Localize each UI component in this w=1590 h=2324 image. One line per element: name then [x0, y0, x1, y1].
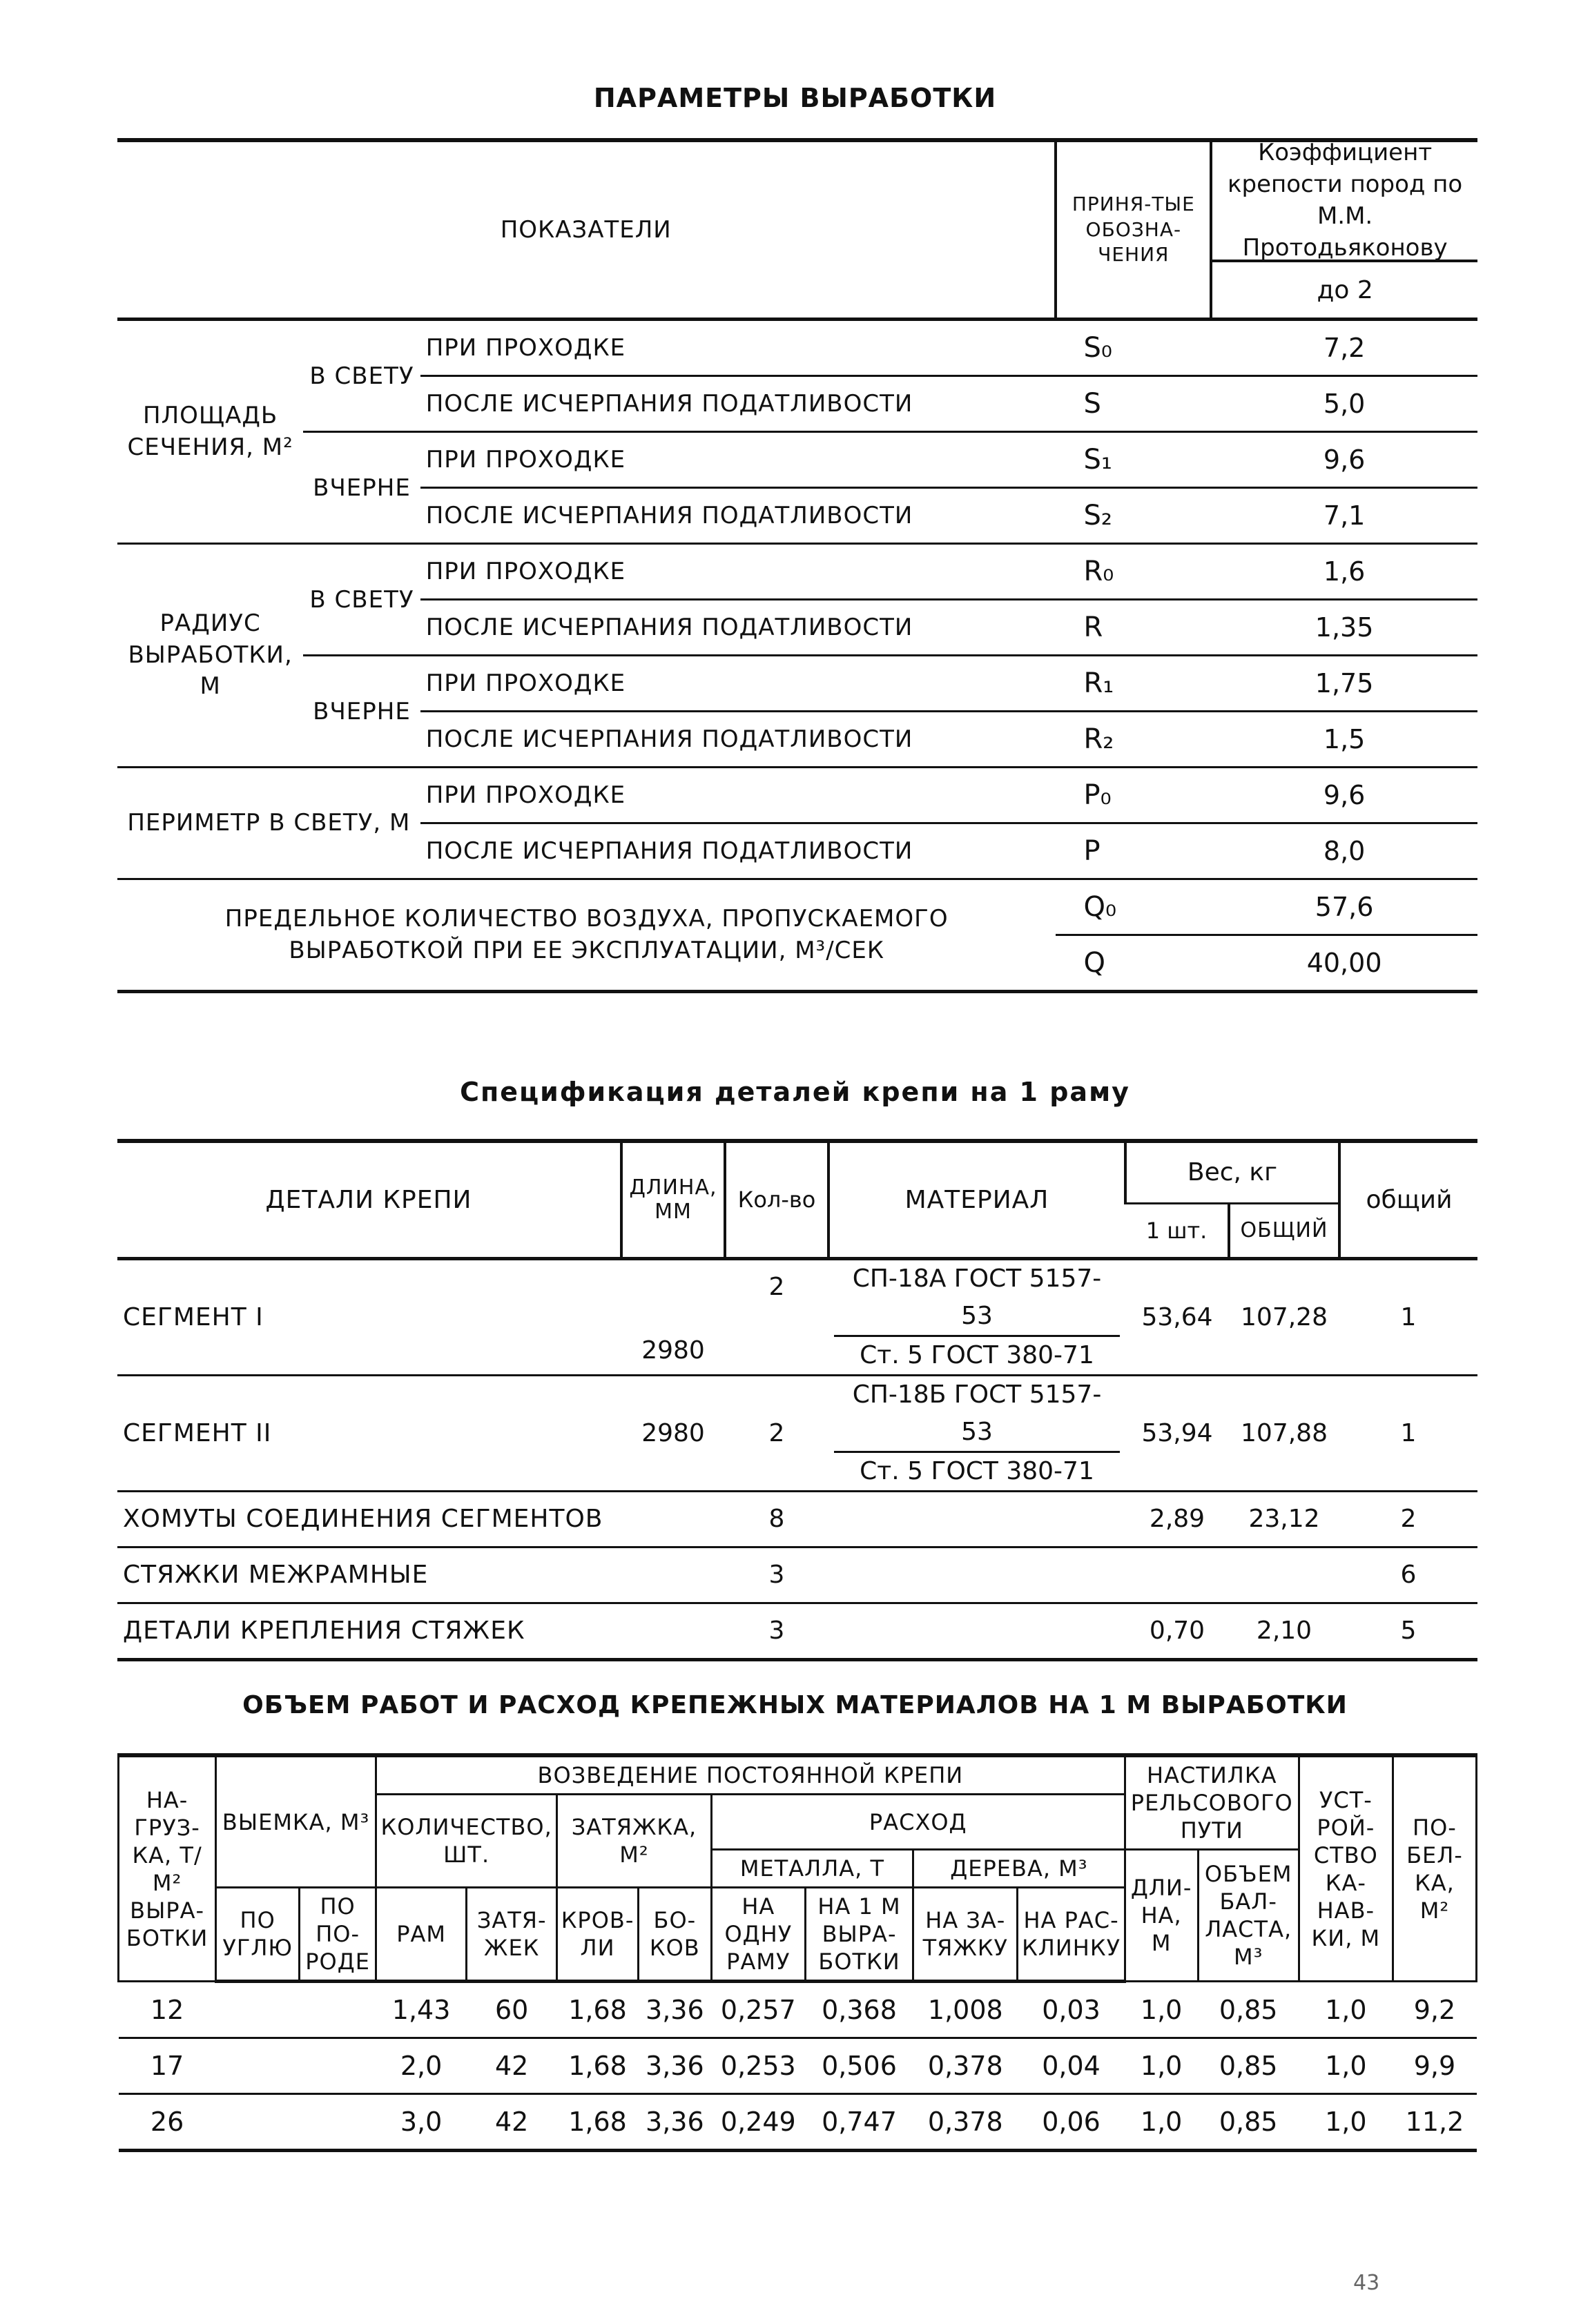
table-row: [117, 1603, 1477, 1659]
cell: 0,03: [1018, 1982, 1125, 2038]
cell: 1,008: [913, 1982, 1018, 2038]
h-koef: Коэффициент крепости пород по М.М. Протодьяконову: [1212, 142, 1477, 262]
w1: 0,70: [1125, 1603, 1229, 1659]
cell: 0,85: [1198, 2094, 1299, 2151]
cell: 0,378: [913, 2094, 1018, 2151]
h-vozv: ВОЗВЕДЕНИЕ ПОСТОЯННОЙ КРЕПИ: [376, 1755, 1125, 1795]
v-svetu-2: В СВЕТУ: [303, 544, 420, 656]
table-row: [117, 1375, 1477, 1491]
cell: 9,2: [1393, 1982, 1476, 2038]
h-1sht: 1 шт.: [1125, 1203, 1229, 1258]
sym: S₂: [1056, 488, 1211, 544]
page-number: 43: [1353, 2271, 1380, 2295]
cell: 0,85: [1198, 2038, 1299, 2094]
group-air: ПРЕДЕЛЬНОЕ КОЛИЧЕСТВО ВОЗДУХА, ПРОПУСКАЕМОГО ВЫРАБОТКОЙ ПРИ ЕЕ ЭКСПЛУАТАЦИИ, М³/СЕК: [117, 879, 1056, 992]
h-zatyazhka: ЗАТЯЖКА, М²: [557, 1795, 712, 1888]
cell: 0,85: [1198, 1982, 1299, 2038]
mat-bottom: Ст. 5 ГОСТ 380-71: [860, 1340, 1094, 1369]
mat-top: СП-18Б ГОСТ 5157-53: [834, 1376, 1120, 1453]
cell: 1,0: [1299, 1982, 1393, 2038]
cell: 0,368: [805, 1982, 913, 2038]
cell: 60: [467, 1982, 557, 2038]
t2-title: Спецификация деталей крепи на 1 раму: [460, 1077, 1130, 1107]
row-label: ПОСЛЕ ИСЧЕРПАНИЯ ПОДАТЛИВОСТИ: [420, 823, 1056, 879]
table-row: [119, 2094, 1477, 2151]
cell: 1,68: [557, 1982, 639, 2038]
cell: 0,253: [711, 2038, 805, 2094]
cell: 1,0: [1125, 2038, 1198, 2094]
detail-len: 2980: [621, 1375, 725, 1491]
row-label: ПОСЛЕ ИСЧЕРПАНИЯ ПОДАТЛИВОСТИ: [420, 712, 1056, 768]
cell: 0,506: [805, 2038, 913, 2094]
h-do2: до 2: [1317, 275, 1373, 304]
val: 1,6: [1211, 544, 1477, 600]
cell: 42: [467, 2094, 557, 2151]
h-ballast: ОБЪЕМ БАЛ-ЛАСТА, М³: [1198, 1850, 1299, 1982]
row-label: ПРИ ПРОХОДКЕ: [420, 432, 1056, 488]
row-label: ПОСЛЕ ИСЧЕРПАНИЯ ПОДАТЛИВОСТИ: [420, 600, 1056, 656]
table-row: [117, 1547, 1477, 1603]
cell: 1,0: [1125, 2094, 1198, 2151]
val: 40,00: [1211, 935, 1477, 992]
cell: 0,747: [805, 2094, 913, 2151]
wt: 23,12: [1229, 1491, 1339, 1547]
mat-bottom: Ст. 5 ГОСТ 380-71: [860, 1456, 1094, 1485]
cell: 26: [119, 2094, 216, 2151]
h-zatyazhek: ЗАТЯ-ЖЕК: [467, 1888, 557, 1982]
h-dlina: ДЛИНА, ММ: [621, 1141, 725, 1258]
val: 57,6: [1211, 879, 1477, 935]
detail-qty: 3: [725, 1603, 828, 1659]
val: 1,75: [1211, 656, 1477, 712]
detail-qty: 2: [725, 1375, 828, 1491]
works-table: [117, 1753, 1477, 2152]
w1: 53,64: [1141, 1302, 1213, 1331]
wt: 107,28: [1241, 1302, 1328, 1331]
cell: 1,0: [1299, 2038, 1393, 2094]
cell: 0,06: [1018, 2094, 1125, 2151]
table-row: [119, 1982, 1477, 2038]
h-kolvo: КОЛИЧЕСТВО, ШТ.: [376, 1795, 557, 1888]
cell: 1,68: [557, 2038, 639, 2094]
parameters-table: [117, 138, 1477, 993]
cell: 9,9: [1393, 2038, 1476, 2094]
detail-name: СЕГМЕНТ I: [123, 1302, 264, 1331]
sym: R: [1056, 600, 1211, 656]
cell: 1,0: [1299, 2094, 1393, 2151]
vcherne-1: ВЧЕРНЕ: [303, 432, 420, 544]
group-perimeter: ПЕРИМЕТР В СВЕТУ, М: [117, 768, 420, 879]
cell: 12: [119, 1982, 216, 2038]
cell: [300, 2094, 376, 2151]
table-row: [119, 2038, 1477, 2094]
h-ram: РАМ: [376, 1888, 467, 1982]
t1-title: ПАРАМЕТРЫ ВЫРАБОТКИ: [593, 83, 997, 113]
sym: P₀: [1056, 768, 1211, 823]
cell: 1,0: [1125, 1982, 1198, 2038]
cell: 3,36: [638, 1982, 711, 2038]
cell: 17: [119, 2038, 216, 2094]
h-dereva: ДЕРЕВА, М³: [913, 1850, 1125, 1888]
h-nastilka: НАСТИЛКА РЕЛЬСОВОГО ПУТИ: [1125, 1755, 1299, 1850]
sym: R₀: [1056, 544, 1211, 600]
detail-qty: 3: [725, 1547, 828, 1603]
row-label: ПОСЛЕ ИСЧЕРПАНИЯ ПОДАТЛИВОСТИ: [420, 376, 1056, 432]
h-krovli: КРОВ-ЛИ: [557, 1888, 639, 1982]
cell: 0,378: [913, 2038, 1018, 2094]
row-label: ПОСЛЕ ИСЧЕРПАНИЯ ПОДАТЛИВОСТИ: [420, 488, 1056, 544]
h-pobelka: ПО-БЕЛ-КА, М²: [1393, 1755, 1476, 1982]
val: 5,0: [1211, 376, 1477, 432]
w1: 53,94: [1125, 1375, 1229, 1491]
cell: 3,0: [376, 2094, 467, 2151]
cell: 0,249: [711, 2094, 805, 2151]
h-load: НА-ГРУЗ-КА, Т/М² ВЫРА-БОТКИ: [119, 1755, 216, 1982]
group-area: ПЛОЩАДЬ СЕЧЕНИЯ, М²: [127, 401, 293, 461]
detail-name: ДЕТАЛИ КРЕПЛЕНИЯ СТЯЖЕК: [117, 1603, 725, 1659]
cell: [300, 2038, 376, 2094]
cell: [216, 2094, 300, 2151]
h-kolvo: Кол-во: [725, 1141, 828, 1258]
cell: [300, 1982, 376, 2038]
fig: 2: [1339, 1491, 1477, 1547]
spec-table: [117, 1139, 1477, 1661]
h-rashod: РАСХОД: [711, 1795, 1125, 1850]
h-na-ras: НА РАС-КЛИНКУ: [1018, 1888, 1125, 1982]
group-radius: РАДИУС ВЫРАБОТКИ, М: [117, 544, 303, 768]
cell: 1,43: [376, 1982, 467, 2038]
h-obshiy: ОБЩИЙ: [1229, 1203, 1339, 1258]
h-na-ramu: НА ОДНУ РАМУ: [711, 1888, 805, 1982]
detail-qty: 2: [768, 1272, 785, 1301]
v-svetu-1: В СВЕТУ: [309, 362, 414, 390]
val: 8,0: [1211, 823, 1477, 879]
row-label: ПРИ ПРОХОДКЕ: [420, 656, 1056, 712]
detail-name: ХОМУТЫ СОЕДИНЕНИЯ СЕГМЕНТОВ: [117, 1491, 725, 1547]
h-na-zat: НА ЗА-ТЯЖКУ: [913, 1888, 1018, 1982]
h-ves: Вес, кг: [1125, 1141, 1339, 1203]
h-kanavki: УСТ-РОЙ-СТВО КА-НАВ-КИ, М: [1299, 1755, 1393, 1982]
h-oboznach: ПРИНЯ-ТЫЕ ОБОЗНА-ЧЕНИЯ: [1056, 140, 1211, 320]
h-po-porode: ПО ПО-РОДЕ: [300, 1888, 376, 1982]
detail-name: СТЯЖКИ МЕЖРАМНЫЕ: [117, 1547, 725, 1603]
row-label: ПРИ ПРОХОДКЕ: [420, 544, 1056, 600]
row-label: ПРИ ПРОХОДКЕ: [420, 768, 1056, 823]
table-row: [117, 1258, 1477, 1375]
cell: 1,68: [557, 2094, 639, 2151]
fig: 6: [1339, 1547, 1477, 1603]
fig: 5: [1339, 1603, 1477, 1659]
detail-len: 2980: [641, 1336, 705, 1365]
h-vyemka: ВЫЕМКА, М³: [216, 1755, 376, 1888]
h-material: МАТЕРИАЛ: [828, 1141, 1125, 1258]
fig: 1: [1339, 1375, 1477, 1491]
h-pokazateli: ПОКАЗАТЕЛИ: [117, 140, 1056, 320]
sym: R₂: [1056, 712, 1211, 768]
row-label: ПРИ ПРОХОДКЕ: [425, 334, 626, 362]
detail-name: СЕГМЕНТ II: [117, 1375, 621, 1491]
vcherne-2: ВЧЕРНЕ: [303, 656, 420, 768]
h-na-1m: НА 1 М ВЫРА-БОТКИ: [805, 1888, 913, 1982]
h-ris: общий: [1339, 1141, 1477, 1258]
cell: 3,36: [638, 2038, 711, 2094]
fig: 1: [1400, 1302, 1417, 1331]
cell: 42: [467, 2038, 557, 2094]
cell: [216, 1982, 300, 2038]
w1: 2,89: [1125, 1491, 1229, 1547]
val: 7,2: [1323, 333, 1366, 363]
cell: [216, 2038, 300, 2094]
table-row: [117, 1491, 1477, 1547]
cell: 2,0: [376, 2038, 467, 2094]
wt: 107,88: [1229, 1375, 1339, 1491]
h-detali: ДЕТАЛИ КРЕПИ: [117, 1141, 621, 1258]
sym: S₁: [1056, 432, 1211, 488]
val: 9,6: [1211, 432, 1477, 488]
cell: 0,04: [1018, 2038, 1125, 2094]
mat-top: СП-18А ГОСТ 5157-53: [834, 1260, 1120, 1337]
sym: Q: [1056, 935, 1211, 992]
wt: 2,10: [1229, 1603, 1339, 1659]
sym: P: [1056, 823, 1211, 879]
h-bokov: БО-КОВ: [638, 1888, 711, 1982]
val: 9,6: [1211, 768, 1477, 823]
detail-qty: 8: [725, 1491, 828, 1547]
sym: S₀: [1083, 332, 1112, 364]
val: 1,5: [1211, 712, 1477, 768]
h-dlina: ДЛИ-НА, М: [1125, 1850, 1198, 1982]
cell: 3,36: [638, 2094, 711, 2151]
h-metalla: МЕТАЛЛА, Т: [711, 1850, 913, 1888]
sym: R₁: [1056, 656, 1211, 712]
t3-title: ОБЪЕМ РАБОТ И РАСХОД КРЕПЕЖНЫХ МАТЕРИАЛОВ НА 1 М ВЫРАБОТКИ: [242, 1691, 1348, 1719]
cell: 11,2: [1393, 2094, 1476, 2151]
sym: Q₀: [1056, 879, 1211, 935]
val: 1,35: [1211, 600, 1477, 656]
h-po-uglyu: ПО УГЛЮ: [216, 1888, 300, 1982]
cell: 0,257: [711, 1982, 805, 2038]
sym: S: [1056, 376, 1211, 432]
val: 7,1: [1211, 488, 1477, 544]
